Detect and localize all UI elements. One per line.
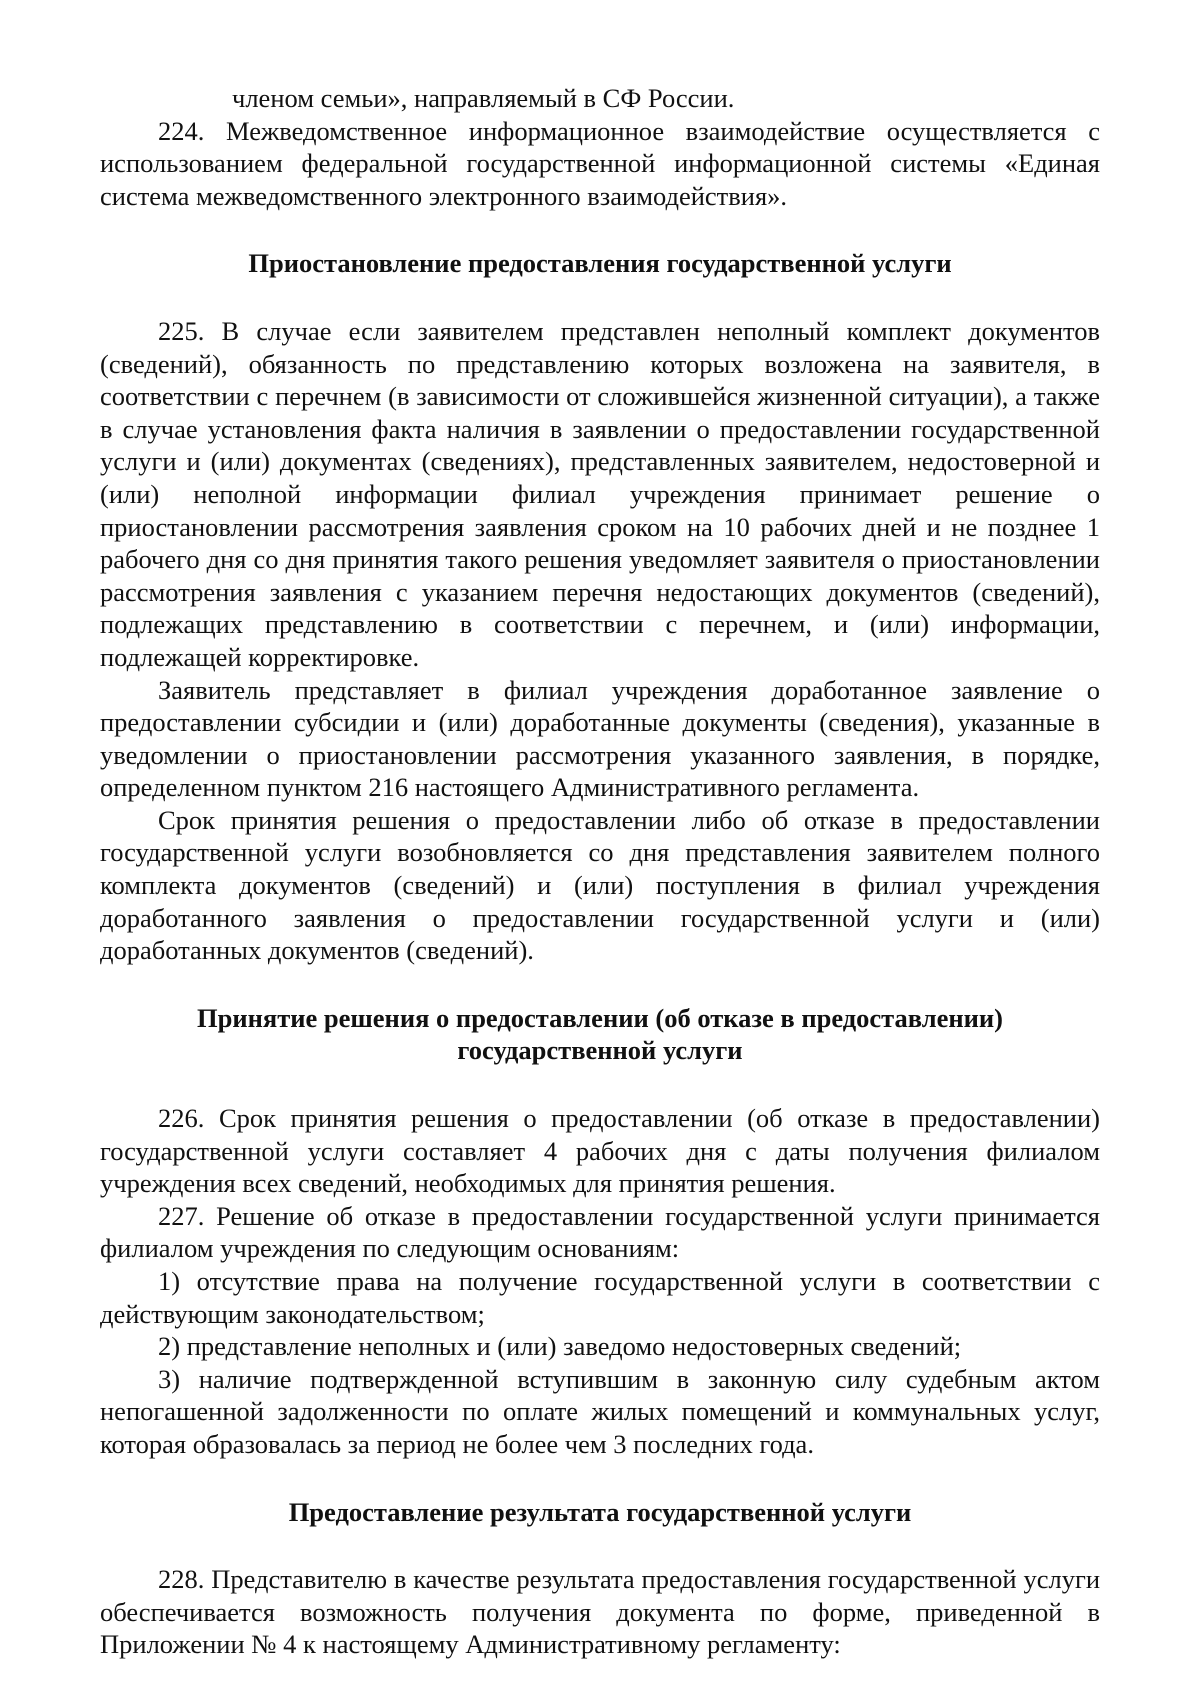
paragraph-225-applicant: Заявитель представляет в филиал учреждения доработанное заявление о предоставлении субсидии и (или) доработанные документы (сведения), указанные в уведомлении о приостановлении рассмотрения указанного заявления, в порядке, определенном пунктом 216 настоящего Административного регламента. — [100, 674, 1100, 803]
paragraph-225-term: Срок принятия решения о предоставлении либо об отказе в предоставлении государственной услуги возобновляется со дня представления заявителем полного комплекта документов (сведений) и (или) поступления в филиал учреждения доработанного заявления о предоставлении государственной услуги и (или) доработанных документов (сведений). — [100, 804, 1100, 966]
paragraph-227-item-2: 2) представление неполных и (или) заведомо недостоверных сведений; — [158, 1331, 962, 1362]
section-heading-decision-line1: Принятие решения о предоставлении (об отказе в предоставлении) — [197, 1002, 1003, 1033]
paragraph-225: 225. В случае если заявителем представлен неполный комплект документов (сведений), обязанность по представлению которых возложена на заявителя, в соответствии с перечнем (в зависимости от сложившейся жизненной ситуации), а также в случае установления факта наличия в заявлении о предоставлении государственной услуги и (или) документах (сведениях), представленных заявителем, недостоверной и (или) неполной информации филиал учреждения принимает решение о приостановлении рассмотрения заявления сроком на 10 рабочих дней и не позднее 1 рабочего дня со дня принятия такого решения уведомляет заявителя о приостановлении рассмотрения заявления с указанием перечня недостающих документов (сведений), подлежащих представлению в соответствии с перечнем, и (или) информации, подлежащей корректировке. — [100, 315, 1100, 672]
section-heading-result: Предоставление результата государственной услуги — [288, 1496, 912, 1527]
section-heading-decision — [100, 1002, 1100, 1067]
section-heading-suspension: Приостановление предоставления государственной услуги — [248, 248, 952, 279]
paragraph-227-item-3: 3) наличие подтвержденной вступившим в законную силу судебным актом непогашенной задолженности по оплате жилых помещений и коммунальных услуг, которая образовалась за период не более чем 3 последних года. — [100, 1363, 1100, 1459]
paragraph-228: 228. Представителю в качестве результата предоставления государственной услуги обеспечивается возможность получения документа по форме, приведенной в Приложении № 4 к настоящему Административному регламенту: — [100, 1564, 1100, 1660]
paragraph-227-item-1: 1) отсутствие права на получение государственной услуги в соответствии с действующим законодательством; — [100, 1266, 1100, 1329]
paragraph-continuation: членом семьи», направляемый в СФ России. — [232, 83, 735, 113]
paragraph-227: 227. Решение об отказе в предоставлении государственной услуги принимается филиалом учреждения по следующим основаниям: — [100, 1200, 1100, 1264]
section-heading-decision-line2: государственной услуги — [457, 1035, 743, 1066]
paragraph-224: 224. Межведомственное информационное взаимодействие осуществляется с использованием федеральной государственной информационной системы «Единая система межведомственного электронного взаимодействия». — [100, 115, 1100, 211]
paragraph-226: 226. Срок принятия решения о предоставлении (об отказе в предоставлении) государственной услуги составляет 4 рабочих дня с даты получения филиалом учреждения всех сведений, необходимых для принятия решения. — [100, 1103, 1100, 1199]
